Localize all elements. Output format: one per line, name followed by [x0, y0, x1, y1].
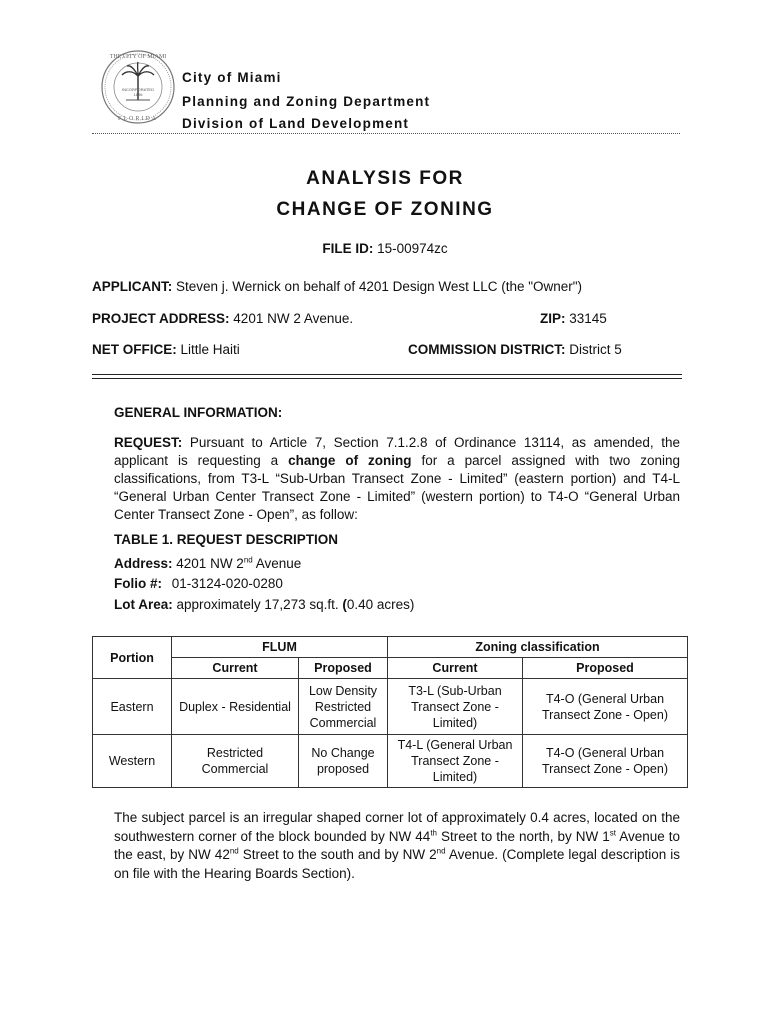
file-id-value: 15-00974zc	[377, 241, 448, 256]
title-line-2: CHANGE OF ZONING	[276, 199, 494, 220]
title-line-1: ANALYSIS FOR	[306, 168, 464, 189]
table-row	[93, 735, 688, 788]
request-text-after: for a parcel assigned with two zoning classifications, from T3-L “Sub-Urban Transect Zone - Limited” (eastern portion) and T4-L “General Urban Center Transect Zone - Limited” (western portion) to T4-O “General Urban Center Transect Zone - Open”, as follow:	[114, 453, 680, 522]
project-address	[92, 311, 353, 326]
row-flum-current: Restricted Commercial	[172, 735, 299, 788]
table1-lot-area-label: Lot Area:	[114, 597, 173, 612]
header-city: City of Miami	[182, 70, 282, 85]
description-sup-2: st	[609, 828, 616, 837]
row-flum-proposed: Low Density Restricted Commercial	[299, 679, 388, 735]
row-zoning-proposed: T4-O (General Urban Transect Zone - Open)	[523, 679, 688, 735]
net-office-value: Little Haiti	[180, 342, 240, 357]
table-header-row	[93, 637, 688, 658]
table-subheader-row	[93, 658, 688, 679]
table1-heading: TABLE 1. REQUEST DESCRIPTION	[114, 532, 339, 547]
table1-address	[114, 556, 301, 571]
table1-folio-value: 01-3124-020-0280	[171, 576, 283, 591]
portion-header: Portion	[93, 637, 172, 679]
commission-district	[408, 342, 622, 357]
row-flum-current: Duplex - Residential	[172, 679, 299, 735]
table1-lot-area-value-bold: (	[342, 597, 347, 612]
zip	[540, 311, 607, 326]
seal-center-text-2: 1896	[133, 92, 143, 97]
flum-current-header: Current	[172, 658, 299, 679]
zip-value: 33145	[569, 311, 607, 326]
seal-center-text-1: INCORPORATED	[122, 87, 154, 92]
row-portion: Eastern	[93, 679, 172, 735]
row-zoning-current: T4-L (General Urban Transect Zone - Limited)	[388, 735, 523, 788]
description-part-5: Avenue. (Complete legal description is on file with the Hearing Boards Section).	[114, 847, 680, 881]
header-divider	[92, 133, 680, 134]
request-table	[92, 636, 688, 788]
request-paragraph	[114, 434, 680, 524]
zoning-header: Zoning classification	[388, 637, 688, 658]
project-address-label: PROJECT ADDRESS:	[92, 311, 230, 326]
zip-label: ZIP:	[540, 311, 566, 326]
table1-lot-area-value-pre: approximately 17,273 sq.ft.	[176, 597, 339, 612]
seal-ring-text-bottom: FLORIDA	[117, 116, 159, 122]
table1-folio-label: Folio #:	[114, 576, 162, 591]
description-sup-3: nd	[229, 846, 239, 856]
row-portion: Western	[93, 735, 172, 788]
description-sup-4: nd	[436, 846, 446, 856]
table1-address-value-post: Avenue	[255, 556, 302, 571]
zoning-current-header: Current	[388, 658, 523, 679]
description-part-3: Avenue to the east, by NW 42	[114, 828, 680, 862]
general-information-heading: GENERAL INFORMATION:	[114, 405, 283, 420]
request-text-before: Pursuant to Article 7, Section 7.1.2.8 of Ordinance 13114, as amended, the applicant is requesting a	[114, 435, 680, 468]
city-seal-logo	[100, 44, 176, 130]
header-division: Division of Land Development	[182, 116, 410, 131]
table1-address-label: Address:	[114, 556, 173, 571]
table1-address-value-pre: 4201 NW 2	[176, 556, 244, 571]
description-part-1: The subject parcel is an irregular shaped corner lot of approximately 0.4 acres, located on the southwestern corner of the block bounded by NW 44	[114, 810, 680, 844]
applicant-label: APPLICANT:	[92, 279, 173, 294]
applicant	[92, 279, 582, 294]
file-id	[0, 241, 770, 256]
table-row	[93, 679, 688, 735]
description-part-4: Street to the south and by NW 2	[242, 847, 437, 862]
commission-district-label: COMMISSION DISTRICT:	[408, 342, 566, 357]
applicant-value: Steven j. Wernick on behalf of 4201 Design West LLC (the "Owner")	[176, 279, 583, 294]
header-department: Planning and Zoning Department	[182, 94, 431, 109]
flum-header: FLUM	[172, 637, 388, 658]
request-label: REQUEST:	[114, 435, 183, 450]
commission-district-value: District 5	[569, 342, 622, 357]
net-office	[92, 342, 240, 357]
description-sup-1: th	[430, 828, 437, 837]
row-zoning-proposed: T4-O (General Urban Transect Zone - Open)	[523, 735, 688, 788]
request-emphasis: change of zoning	[288, 453, 412, 468]
table1-folio	[114, 576, 283, 591]
file-id-label: FILE ID:	[322, 241, 374, 256]
table1-lot-area-value-post: 0.40 acres)	[346, 597, 415, 612]
section-divider	[92, 374, 682, 379]
row-zoning-current: T3-L (Sub-Urban Transect Zone - Limited)	[388, 679, 523, 735]
parcel-description	[114, 809, 680, 883]
zoning-proposed-header: Proposed	[523, 658, 688, 679]
description-part-2: Street to the north, by NW 1	[440, 828, 610, 844]
net-office-label: NET OFFICE:	[92, 342, 177, 357]
seal-ring-text-top: THE CITY OF MIAMI	[109, 54, 167, 60]
table1-lot-area	[114, 597, 414, 612]
table1-address-value-sup: nd	[243, 555, 253, 565]
flum-proposed-header: Proposed	[299, 658, 388, 679]
row-flum-proposed: No Change proposed	[299, 735, 388, 788]
project-address-value: 4201 NW 2 Avenue.	[233, 311, 354, 326]
